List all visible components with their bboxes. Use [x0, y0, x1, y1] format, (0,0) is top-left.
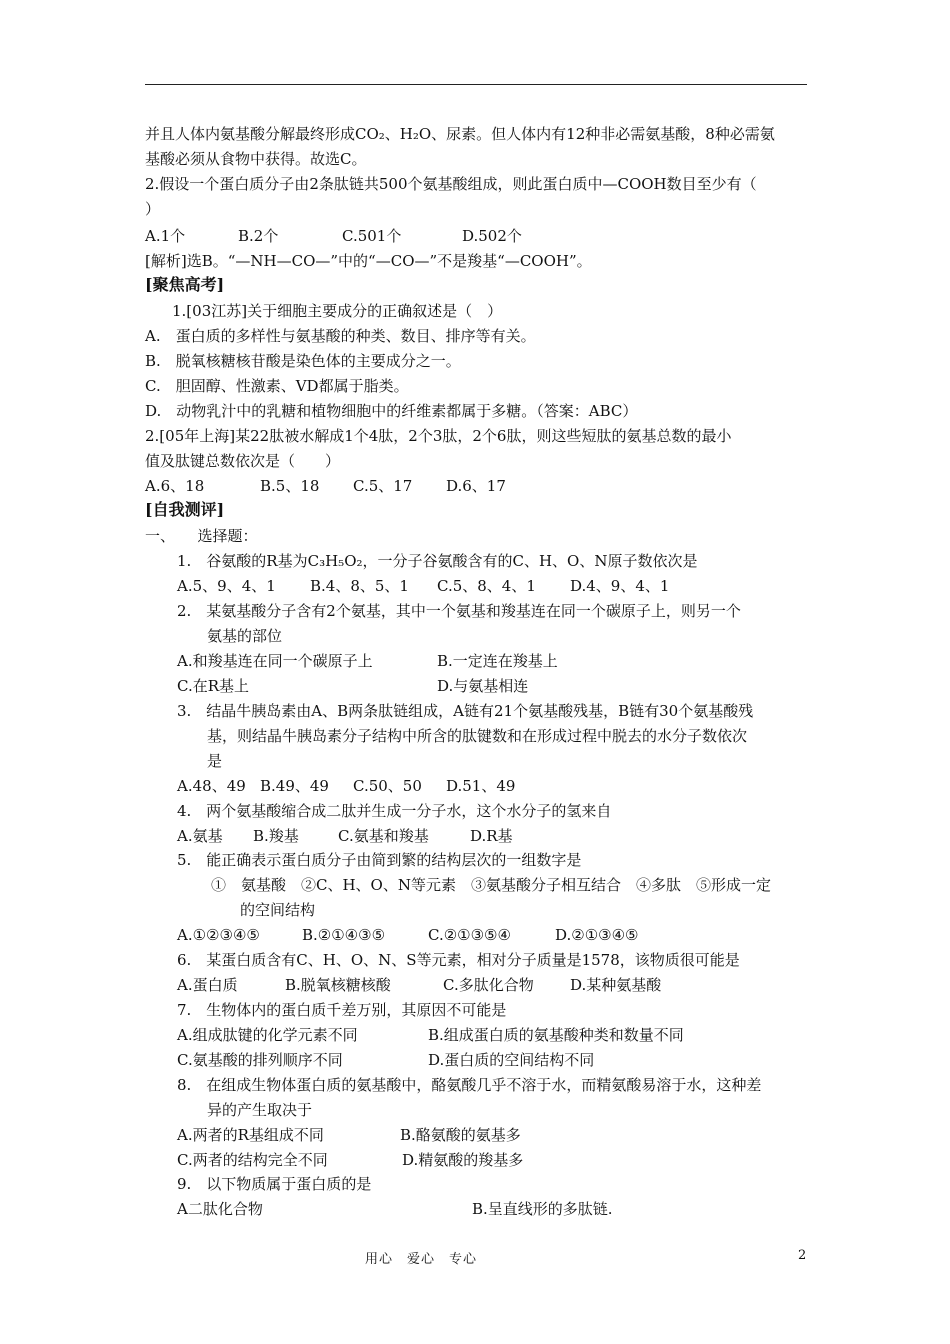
section-heading: [聚焦高考] — [145, 275, 225, 294]
text-line: 并且人体内氨基酸分解最终形成CO₂、H₂O、尿素。但人体内有12种非必需氨基酸，8种必需氨 — [145, 125, 775, 143]
option: A.5、9、4、1 — [177, 577, 276, 595]
header-rule — [145, 84, 807, 85]
option: B.②①④③⑤ — [302, 926, 386, 944]
option: A.6、18 — [145, 477, 205, 495]
option: D.某种氨基酸 — [570, 976, 662, 994]
option: D.精氨酸的羧基多 — [402, 1151, 524, 1169]
option: C.②①③⑤④ — [428, 926, 511, 944]
option: B.4、8、5、1 — [310, 577, 409, 595]
option: D.51、49 — [446, 777, 516, 795]
option: C.50、50 — [353, 777, 422, 795]
question-text: 2. 某氨基酸分子含有2个氨基，其中一个氨基和羧基连在同一个碳原子上，则另一个 — [177, 602, 741, 620]
question-text: 1.[03江苏]关于细胞主要成分的正确叙述是（ ） — [172, 302, 503, 320]
option: B.2个 — [238, 227, 279, 245]
option: A.①②③④⑤ — [177, 926, 260, 944]
option: C. 胆固醇、性激素、VD都属于脂类。 — [145, 377, 409, 395]
page-number: 2 — [798, 1248, 807, 1263]
question-text: 1. 谷氨酸的R基为C₃H₅O₂，一分子谷氨酸含有的C、H、O、N原子数依次是 — [177, 552, 698, 570]
footer-motto: 用心 爱心 专心 — [365, 1252, 478, 1267]
text-line: 基酸必须从食物中获得。故选C。 — [145, 150, 367, 168]
question-text: 2.[05年上海]某22肽被水解成1个4肽，2个3肽，2个6肽，则这些短肽的氨基总数的最小 — [145, 427, 732, 445]
question-text: 2.假设一个蛋白质分子由2条肽链共500个氨基酸组成，则此蛋白质中—COOH数目至少有（ — [145, 175, 757, 193]
option: C.多肽化合物 — [443, 976, 534, 994]
analysis-text: [解析]选B。“—NH—CO—”中的“—CO—”不是羧基“—COOH”。 — [145, 252, 592, 270]
question-text: 4. 两个氨基酸缩合成二肽并生成一分子水，这个水分子的氢来自 — [177, 802, 612, 820]
option: D.6、17 — [446, 477, 506, 495]
option: B.羧基 — [253, 827, 299, 845]
option: A.氨基 — [177, 827, 223, 845]
question-text: 异的产生取决于 — [207, 1101, 313, 1119]
option: C.氨基和羧基 — [338, 827, 429, 845]
option: A.48、49 — [177, 777, 246, 795]
question-text: 3. 结晶牛胰岛素由A、B两条肽链组成，A链有21个氨基酸残基，B链有30个氨基酸残 — [177, 702, 754, 720]
option: A.蛋白质 — [177, 976, 238, 994]
question-text: ① 氨基酸 ②C、H、O、N等元素 ③氨基酸分子相互结合 ④多肽 ⑤形成一定 — [211, 876, 771, 894]
option: B.5、18 — [260, 477, 320, 495]
question-text: 9. 以下物质属于蛋白质的是 — [177, 1175, 372, 1193]
option: A.1个 — [145, 227, 186, 245]
option: A二肽化合物 — [177, 1200, 263, 1218]
option: C.两者的结构完全不同 — [177, 1151, 328, 1169]
option: D.502个 — [462, 227, 522, 245]
option: B.呈直线形的多肽链. — [472, 1200, 613, 1218]
option: C.5、17 — [353, 477, 413, 495]
question-text: 7. 生物体内的蛋白质千差万别，其原因不可能是 — [177, 1001, 507, 1019]
question-text: 5. 能正确表示蛋白质分子由简到繁的结构层次的一组数字是 — [177, 851, 582, 869]
option: B. 脱氧核糖核苷酸是染色体的主要成分之一。 — [145, 352, 461, 370]
option: D.4、9、4、1 — [570, 577, 670, 595]
question-text: 的空间结构 — [240, 901, 316, 919]
option: A.和羧基连在同一个碳原子上 — [177, 652, 373, 670]
text-line: ） — [145, 200, 161, 218]
option: C.501个 — [342, 227, 402, 245]
option: D.R基 — [470, 827, 513, 845]
question-text: 氨基的部位 — [207, 627, 283, 645]
option: A.组成肽键的化学元素不同 — [177, 1026, 358, 1044]
option: B.酪氨酸的氨基多 — [400, 1126, 521, 1144]
question-text: 是 — [207, 752, 223, 770]
question-text: 6. 某蛋白质含有C、H、O、N、S等元素，相对分子质量是1578，该物质很可能是 — [177, 951, 740, 969]
option: B.49、49 — [260, 777, 329, 795]
option: C.5、8、4、1 — [437, 577, 536, 595]
option: D. 动物乳汁中的乳糖和植物细胞中的纤维素都属于多糖。（答案：ABC） — [145, 402, 638, 420]
question-text: 基，则结晶牛胰岛素分子结构中所含的肽键数和在形成过程中脱去的水分子数依次 — [207, 727, 748, 745]
question-text: 8. 在组成生物体蛋白质的氨基酸中，酪氨酸几乎不溶于水，而精氨酸易溶于水，这种差 — [177, 1076, 762, 1094]
option: D.蛋白质的空间结构不同 — [428, 1051, 595, 1069]
option: C.在R基上 — [177, 677, 250, 695]
option: D.与氨基相连 — [437, 677, 529, 695]
option: B.脱氧核糖核酸 — [285, 976, 391, 994]
text-line: 值及肽键总数依次是（ ） — [145, 452, 341, 470]
option: B.一定连在羧基上 — [437, 652, 558, 670]
option: C.氨基酸的排列顺序不同 — [177, 1051, 343, 1069]
option: B.组成蛋白质的氨基酸种类和数量不同 — [428, 1026, 684, 1044]
option: A. 蛋白质的多样性与氨基酸的种类、数目、排序等有关。 — [145, 327, 536, 345]
option: D.②①③④⑤ — [555, 926, 639, 944]
subsection-heading: 一、 选择题： — [145, 527, 258, 545]
section-heading: [自我测评] — [145, 500, 225, 519]
option: A.两者的R基组成不同 — [177, 1126, 324, 1144]
